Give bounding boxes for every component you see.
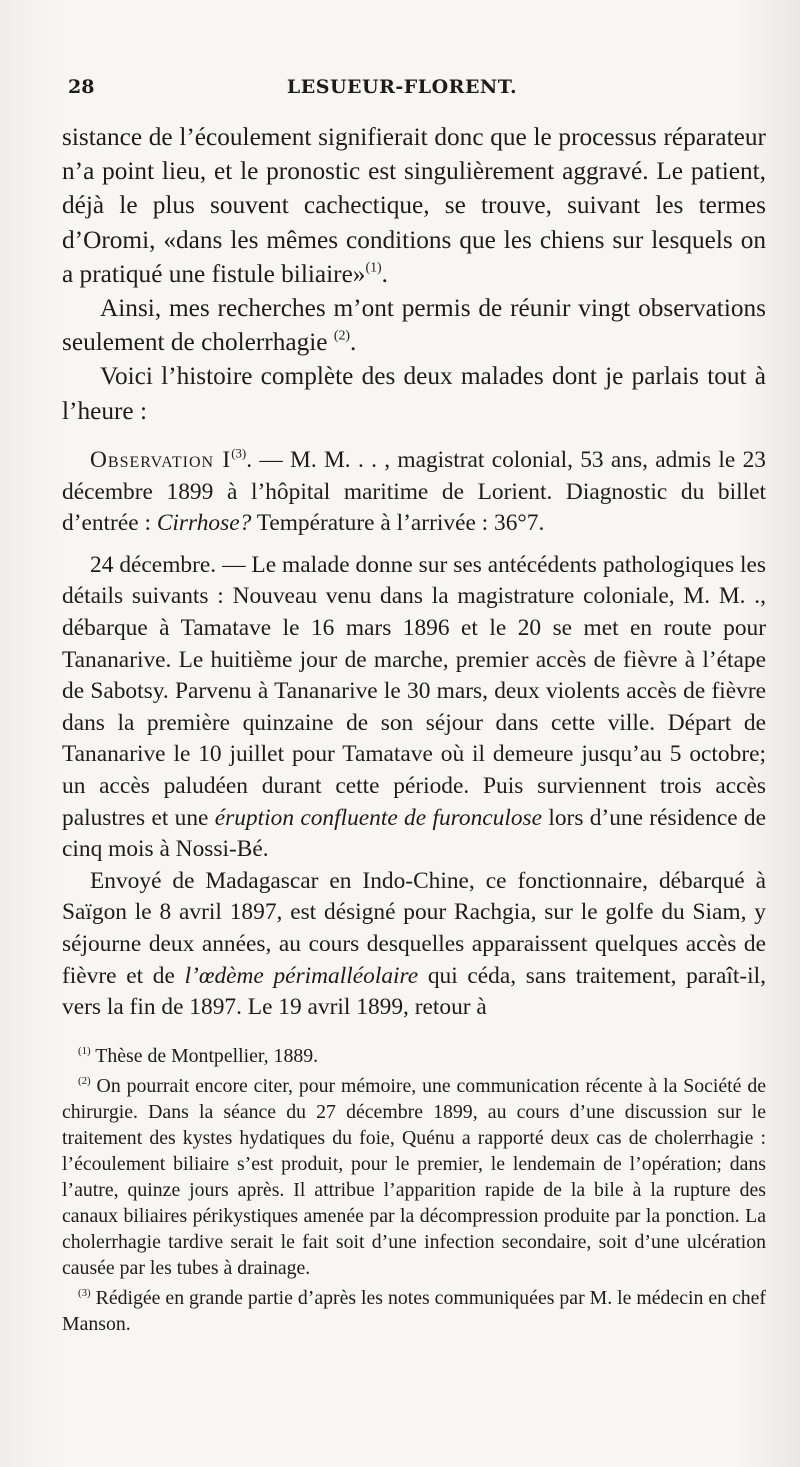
footnote-1-text: Thèse de Montpellier, 1889.	[90, 1045, 319, 1067]
footnotes	[62, 1043, 766, 1341]
observation-p2-italic: éruption confluente de furonculose	[214, 804, 543, 831]
observation-intro	[62, 445, 766, 540]
running-title: LESUEUR-FLORENT.	[286, 76, 518, 98]
observation-section	[62, 445, 766, 1034]
observation-p3-italic: l’œdème périmalléolaire	[184, 962, 419, 989]
footnote-3-text: Rédigée en grande partie d’après les notes communiquées par M. le médecin en chef Manson.	[62, 1287, 766, 1335]
paragraph-2	[62, 291, 766, 359]
footnote-2-text: On pourrait encore citer, pour mémoire, une communication récente à la Société de chirurgie. Dans la séance du 27 décembre 1899, au cours d’une discussion sur le traitement des kystes hydatiques du foie, Quénu a rapporté deux cas de cholerrhagie : l’écoulement biliaire s’est produit, pour le premier, le lendemain de l’opération; dans l’autre, quinze jours après. Il attribue l’apparition rapide de la bile à la rupture des canaux biliaires périkystiques amenée par la décompression produite par la ponction. La cholerrhagie tardive serait le fait soit d’une infection secondaire, soit d’une ulcération causée par les tubes à drainage.	[62, 1075, 766, 1279]
paragraph-2-text: Ainsi, mes recherches m’ont permis de réunir vingt observations seulement de cholerrhagie	[62, 294, 766, 357]
footnote-1	[62, 1043, 766, 1069]
footnote-2	[62, 1073, 766, 1281]
observation-temperature: Température à l’arrivée : 36°7.	[251, 510, 545, 537]
observation-paragraph-3	[62, 866, 766, 1024]
observation-p3-text-b: qui céda, sans traitement, paraît-il, vers la fin de 1897. Le 19 avril 1899, retour à	[62, 962, 766, 1021]
paragraph-2-end: .	[350, 328, 357, 357]
footnote-ref-2: (2)	[333, 328, 351, 344]
observation-p2-text-b: lors d’une résidence de cinq mois à Nossi-Bé.	[62, 804, 767, 863]
paragraph-1-text: sistance de l’écoulement signifierait donc que le processus réparateur n’a point lieu, et le pronostic est singulièrement aggravé. Le patient, déjà le plus souvent cachectique, se trouve, suivant les termes d’Oromi, «dans les mêmes conditions que les chiens sur lesquels on a pratiqué une fistule biliaire»	[62, 123, 766, 288]
paragraph-3: Voici l’histoire complète des deux malades dont je parlais tout à l’heure :	[62, 362, 766, 425]
observation-intro-text: . — M. M. . . , magistrat colonial, 53 ans, admis le 23 décembre 1899 à l’hôpital maritime de Lorient. Diagnostic du billet d’entrée :	[62, 447, 766, 537]
footnote-1-mark: (1)	[78, 1044, 91, 1057]
main-text	[62, 120, 766, 428]
footnote-ref-3: (3)	[231, 446, 247, 461]
observation-p3-text-a: Envoyé de Madagascar en Indo-Chine, ce fonctionnaire, débarqué à Saïgon le 8 avril 1897, est désigné pour Rachgia, sur le golfe du Siam, y séjourne deux années, au cours desquelles apparaissent quelques accès de fièvre et de	[62, 867, 766, 989]
footnote-3-mark: (3)	[78, 1286, 91, 1299]
page-header	[62, 76, 742, 106]
observation-diagnosis: Cirrhose?	[156, 510, 252, 537]
paragraph-1	[62, 120, 766, 291]
observation-p2-text-a: 24 décembre. — Le malade donne sur ses antécédents pathologiques les détails suivants : Nouveau venu dans la magistrature coloniale, M. M. ., débarque à Tamatave le 16 mars 1896 et le 20 se met en route pour Tananarive. Le huitième jour de marche, premier accès de fièvre à l’étape de Sabotsy. Parvenu à Tananarive le 30 mars, deux violents accès de fièvre dans la première quinzaine de son séjour dans cette ville. Départ de Tananarive le 10 juillet pour Tamatave où il demeure jusqu’au 5 octobre; un accès paludéen durant cette période. Puis surviennent trois accès palustres et une	[62, 551, 766, 831]
observation-label: Observation I	[90, 447, 232, 473]
page-number: 28	[68, 76, 95, 98]
paragraph-1-end: .	[381, 259, 388, 288]
footnote-ref-1: (1)	[365, 260, 382, 276]
footnote-3	[62, 1285, 766, 1337]
footnote-2-mark: (2)	[78, 1074, 91, 1087]
observation-paragraph-2	[62, 550, 766, 866]
